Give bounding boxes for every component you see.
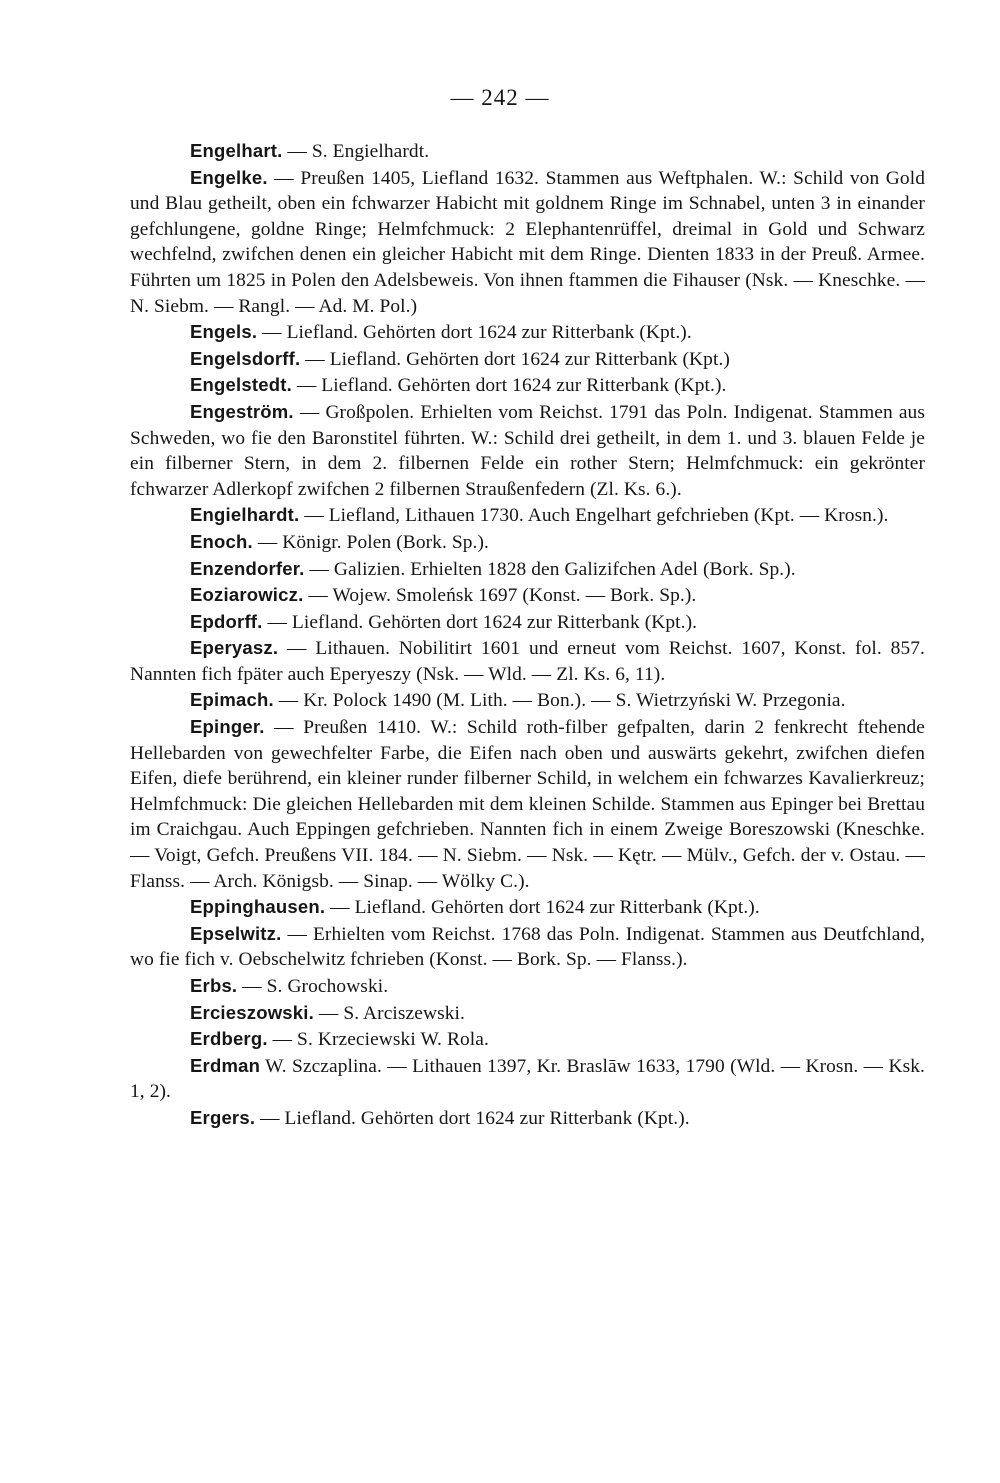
entry-text: — S. Krzeciewski W. Rola. bbox=[267, 1029, 489, 1051]
entry-headword: Enoch. bbox=[190, 530, 253, 552]
entry-text: — S. Arciszewski. bbox=[313, 1002, 465, 1024]
entry-headword: Eoziarowicz. bbox=[190, 584, 304, 606]
entry-headword: Engels. bbox=[190, 321, 258, 343]
entry-headword: Eperyasz. bbox=[190, 637, 279, 659]
entry-list bbox=[130, 138, 925, 1132]
entry-text: — Wojew. Smoleńsk 1697 (Konst. — Bork. Sp.). bbox=[303, 585, 697, 607]
entry-headword: Erdman bbox=[190, 1054, 261, 1076]
entry-text: — Königr. Polen (Bork. Sp.). bbox=[252, 531, 490, 553]
entry bbox=[130, 609, 925, 636]
entry bbox=[130, 319, 925, 346]
page-number: — 242 — bbox=[450, 85, 550, 110]
entry-text: — Lithauen. Nobilitirt 1601 und erneut vom Reichst. 1607, Konst. fol. 857. Nannten fich fpäter auch Eperyeszy (Nsk. — Wld. — Zl. Ks. 6, 11). bbox=[130, 638, 925, 685]
entry-headword: Engielhardt. bbox=[190, 504, 300, 526]
entry-text: — Liefland. Gehörten dort 1624 zur Ritterbank (Kpt.) bbox=[300, 348, 730, 370]
entry bbox=[130, 635, 925, 687]
entry-headword: Erbs. bbox=[190, 975, 238, 996]
entry-headword: Epdorff. bbox=[190, 610, 263, 632]
entry bbox=[130, 529, 925, 556]
entry-text: — Liefland, Lithauen 1730. Auch Engelhart gefchrieben (Kpt. — Krosn.). bbox=[299, 505, 889, 527]
entry bbox=[130, 165, 925, 320]
entry-headword: Engelhart. bbox=[190, 140, 283, 161]
entry bbox=[130, 687, 925, 714]
entry-headword: Engelsdorff. bbox=[190, 347, 301, 369]
entry-text: — Liefland. Gehörten dort 1624 zur Ritterbank (Kpt.). bbox=[257, 322, 692, 344]
entry-text: W. Szczaplina. — Lithauen 1397, Kr. Braslāw 1633, 1790 (Wld. — Krosn. — Ksk. 1, 2). bbox=[130, 1055, 925, 1103]
entry-text: — Galizien. Erhielten 1828 den Galizifchen Adel (Bork. Sp.). bbox=[304, 558, 796, 580]
entry-text: — Kr. Polock 1490 (M. Lith. — Bon.). — S. Wietrzyński W. Przegonia. bbox=[273, 690, 846, 712]
entry bbox=[130, 138, 925, 165]
entry-text: — Liefland. Gehörten dort 1624 zur Ritterbank (Kpt.). bbox=[325, 897, 760, 919]
entry bbox=[130, 556, 925, 583]
entry bbox=[130, 399, 925, 502]
entry-text: — Preußen 1405, Liefland 1632. Stammen aus Weftphalen. W.: Schild von Gold und Blau getheilt, oben ein fchwarzer Habicht mit goldnem Ringe im Schnabel, unten 3 in einander gefchlungene, goldne Ringe; Helmfchmuck: 2 Elephantenrüffel, dreimal in Gold und Schwarz wechfelnd, zwifchen denen ein gleicher Habicht mit dem Ringe. Dienten 1833 in der Preuß. Armee. Führten um 1825 in Polen den Adelsbeweis. Von ihnen ftammen die Fihauser (Nsk. — Kneschke. — N. Siebm. — Rangl. — Ad. M. Pol.) bbox=[130, 167, 925, 317]
entry bbox=[130, 973, 925, 1000]
entry bbox=[130, 894, 925, 921]
entry-text: — Liefland. Gehörten dort 1624 zur Ritterbank (Kpt.). bbox=[262, 611, 698, 633]
entry bbox=[130, 714, 925, 894]
entry bbox=[130, 921, 925, 973]
entry-headword: Erdberg. bbox=[190, 1028, 268, 1050]
entry-text: — S. Grochowski. bbox=[237, 976, 389, 997]
entry-headword: Epinger. bbox=[190, 716, 265, 738]
entry bbox=[130, 502, 925, 529]
entry bbox=[130, 372, 925, 399]
entry bbox=[130, 582, 925, 609]
entry-headword: Ercieszowski. bbox=[190, 1001, 314, 1023]
entry bbox=[130, 346, 925, 373]
entry bbox=[130, 1026, 925, 1053]
entry-text: — Preußen 1410. W.: Schild roth-filber gefpalten, darin 2 fenkrecht ftehende Hellebarden von gewechfelter Farbe, die Eifen nach oben und auswärts gekehrt, zwifchen diefen Eifen, diefe berührend, ein kleiner runder filberner Schild, in welchem ein fchwarzes Kavalierkreuz; Helmfchmuck: Die gleichen Hellebarden mit dem kleinen Schilde. Stammen aus Epinger bei Brettau im Craichgau. Auch Eppingen gefchrieben. Nannten fich in einem Zweige Boreszowski (Kneschke. — Voigt, Gefch. Preußens VII. 184. — N. Siebm. — Nsk. — Kętr. — Mülv., Gefch. der v. Ostau. — Flanss. — Arch. Königsb. — Sinap. — Wölky C.). bbox=[130, 717, 925, 892]
entry-headword: Engelke. bbox=[190, 166, 268, 188]
entry bbox=[130, 1105, 925, 1132]
entry-text: — Liefland. Gehörten dort 1624 zur Ritterbank (Kpt.). bbox=[255, 1107, 690, 1129]
entry-text: — Großpolen. Erhielten vom Reichst. 1791 das Poln. Indigenat. Stammen aus Schweden, wo fie den Baronstitel führten. W.: Schild drei getheilt, in dem 1. und 3. blauen Felde je ein filberner Stern, in dem 2. filbernen Felde ein rother Stern; Helmfchmuck: ein gekrönter fchwarzer Adlerkopf zwifchen 2 filbernen Straußenfedern (Zl. Ks. 6.). bbox=[130, 401, 925, 500]
entry-headword: Engelstedt. bbox=[190, 374, 292, 396]
entry-headword: Enzendorfer. bbox=[190, 557, 305, 579]
entry-headword: Ergers. bbox=[190, 1106, 256, 1128]
entry bbox=[130, 1053, 925, 1105]
entry-text: — S. Engielhardt. bbox=[282, 141, 430, 162]
entry-headword: Epimach. bbox=[190, 689, 274, 711]
entry-headword: Eppinghausen. bbox=[190, 896, 326, 918]
entry-headword: Epselwitz. bbox=[190, 922, 282, 944]
entry-text: — Erhielten vom Reichst. 1768 das Poln. Indigenat. Stammen aus Deutfchland, wo fie fich v. Oebschelwitz fchrieben (Konst. — Bork. Sp. — Flanss.). bbox=[130, 923, 925, 971]
entry-headword: Engeström. bbox=[190, 400, 294, 422]
entry bbox=[130, 1000, 925, 1027]
entry-text: — Liefland. Gehörten dort 1624 zur Ritterbank (Kpt.). bbox=[291, 375, 727, 397]
